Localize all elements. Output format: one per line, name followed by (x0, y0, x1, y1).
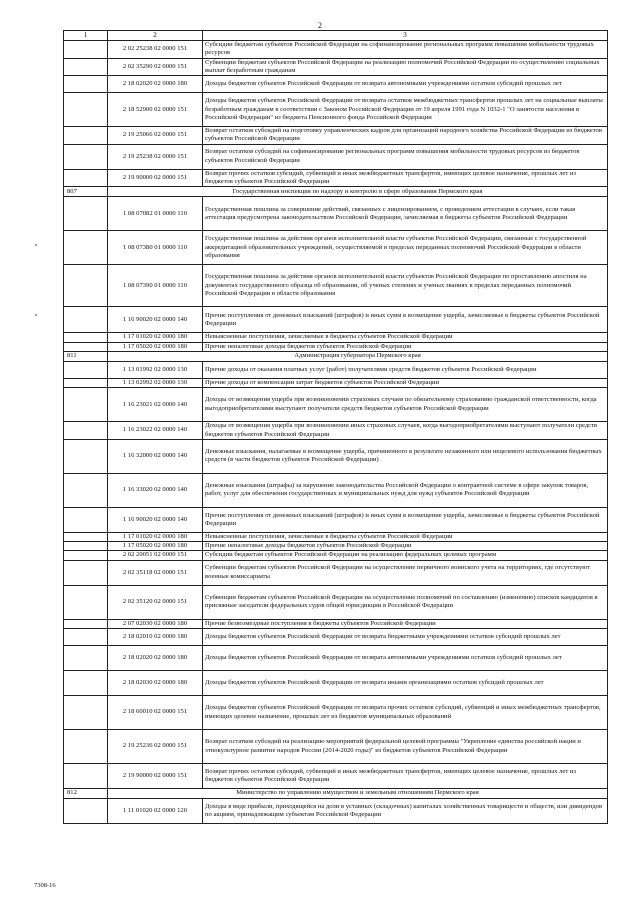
revenue-description: Невыясненные поступления, зачисляемые в бюджеты субъектов Российской Федерации (203, 333, 608, 342)
organization-code: 811 (64, 351, 108, 361)
empty-cell (64, 422, 108, 440)
budget-classification-code: 1 08 07082 01 0000 110 (108, 197, 203, 231)
empty-cell (64, 231, 108, 265)
budget-classification-code: 2 19 25238 02 0000 151 (108, 144, 203, 169)
table-row (64, 58, 608, 76)
header-col-2: 2 (108, 31, 203, 41)
revenue-description: Доходы бюджетов субъектов Российской Федерации от возврата автономными учреждениями остатков субсидий прошлых лет (203, 646, 608, 671)
empty-cell (64, 127, 108, 145)
revenue-description: Возврат остатков субсидий на софинансирование региональных программ повышения мобильности трудовых ресурсов из бюджетов субъектов Российской Федерации (203, 144, 608, 169)
table-row (64, 93, 608, 127)
revenue-description: Денежные взыскания, налагаемые в возмещение ущерба, причиненного в результате незаконного или нецелевого использования бюджетных средств (в части бюджетов субъектов Российской Федерации) (203, 439, 608, 473)
empty-cell (64, 507, 108, 532)
table-row (64, 378, 608, 387)
revenue-description: Прочие неналоговые доходы бюджетов субъектов Российской Федерации (203, 342, 608, 351)
table-row (64, 696, 608, 730)
table-row (64, 265, 608, 307)
empty-cell (64, 333, 108, 342)
budget-classification-code: 1 08 07380 01 0000 110 (108, 231, 203, 265)
organization-code: 807 (64, 187, 108, 197)
budget-classification-code: 2 19 90000 02 0000 151 (108, 764, 203, 789)
budget-classification-code: 2 02 35118 02 0000 151 (108, 560, 203, 585)
budget-classification-code: 1 17 05020 02 0000 180 (108, 342, 203, 351)
budget-classification-code: 2 18 60010 02 0000 151 (108, 696, 203, 730)
empty-cell (64, 342, 108, 351)
revenue-description: Субвенции бюджетам субъектов Российской Федерации на осуществление полномочий по составлению (изменению) списков кандидатов в присяжные заседатели федеральных судов общей юрисдикции в Российской Федерации (203, 585, 608, 619)
table-row (64, 388, 608, 422)
budget-classification-code: 1 16 23021 02 0000 140 (108, 388, 203, 422)
empty-cell (64, 764, 108, 789)
revenue-description: Прочие неналоговые доходы бюджетов субъектов Российской Федерации (203, 542, 608, 551)
budget-classification-code: 1 13 02992 02 0000 130 (108, 378, 203, 387)
budget-classification-code: 2 02 25238 02 0000 151 (108, 41, 203, 59)
budget-classification-code: 2 19 25236 02 0000 151 (108, 730, 203, 764)
empty-cell (64, 388, 108, 422)
table-row (64, 532, 608, 541)
revenue-description: Доходы от возмещения ущерба при возникновении страховых случаев по обязательному страхованию гражданской ответственности, когда выгодоприобретателями выступают получатели средств бюджетов субъектов Российской Федерации (203, 388, 608, 422)
empty-cell (64, 551, 108, 560)
budget-classification-code: 1 11 01020 02 0000 120 (108, 799, 203, 824)
budget-classification-code: 2 18 02010 02 0000 180 (108, 629, 203, 646)
revenue-description: Субсидии бюджетам субъектов Российской Федерации на реализацию федеральных целевых программ (203, 551, 608, 560)
empty-cell (64, 169, 108, 187)
table-row (64, 473, 608, 507)
empty-cell (64, 696, 108, 730)
budget-classification-code: 2 19 25066 02 0000 151 (108, 127, 203, 145)
revenue-description: Доходы в виде прибыли, приходящейся на доли в уставных (складочных) капиталах хозяйственных товариществ и обществ, или дивидендов по акциям, принадлежащим субъектам Российской Федерации (203, 799, 608, 824)
table-row (64, 144, 608, 169)
empty-cell (64, 532, 108, 541)
table-row (64, 542, 608, 551)
organization-row (64, 789, 608, 799)
revenue-description: Субвенции бюджетам субъектов Российской Федерации на реализацию полномочий Российской Федерации по осуществлению социальных выплат безработным гражданам (203, 58, 608, 76)
empty-cell (64, 265, 108, 307)
table-row (64, 361, 608, 378)
table-row (64, 764, 608, 789)
revenue-description: Возврат остатков субсидий на подготовку управленческих кадров для организаций народного хозяйства Российской Федерации из бюджетов субъектов Российской Федерации (203, 127, 608, 145)
revenue-description: Доходы бюджетов субъектов Российской Федерации от возврата иными организациями остатков субсидий прошлых лет (203, 671, 608, 696)
budget-classification-code: 2 18 02020 02 0000 180 (108, 646, 203, 671)
revenue-description: Прочие доходы от оказания платных услуг (работ) получателями средств бюджетов субъектов Российской Федерации (203, 361, 608, 378)
table-body (64, 31, 608, 824)
margin-mark (35, 314, 37, 316)
revenue-description: Невыясненные поступления, зачисляемые в бюджеты субъектов Российской Федерации (203, 532, 608, 541)
table-row (64, 671, 608, 696)
revenue-description: Субсидии бюджетам субъектов Российской Федерации на софинансирование региональных программ повышения мобильности трудовых ресурсов (203, 41, 608, 59)
table-row (64, 307, 608, 333)
table-row (64, 342, 608, 351)
table-header-row (64, 31, 608, 41)
revenue-description: Прочие доходы от компенсации затрат бюджетов субъектов Российской Федерации (203, 378, 608, 387)
table-row (64, 76, 608, 93)
revenue-description: Государственная пошлина за действия органов исполнительной власти субъектов Российской Федерации по проставлению апостиля на документах государственного образца об образовании, об ученых степенях и ученых званиях в пределах переданных полномочий Российской Федерации в области образования (203, 265, 608, 307)
empty-cell (64, 629, 108, 646)
organization-title: Администрация губернатора Пермского края (108, 351, 608, 361)
table-row (64, 619, 608, 628)
empty-cell (64, 439, 108, 473)
empty-cell (64, 76, 108, 93)
revenue-description: Доходы бюджетов субъектов Российской Федерации от возврата прочих остатков субсидий, субвенций и иных межбюджетных трансфертов, имеющих целевое назначение, прошлых лет из бюджетов муниципальных образований (203, 696, 608, 730)
empty-cell (64, 646, 108, 671)
empty-cell (64, 197, 108, 231)
table-row (64, 507, 608, 532)
organization-row (64, 187, 608, 197)
budget-classification-code: 1 16 23022 02 0000 140 (108, 422, 203, 440)
page-number: 2 (318, 21, 322, 30)
revenue-description: Доходы бюджетов субъектов Российской Федерации от возврата автономными учреждениями остатков субсидий прошлых лет (203, 76, 608, 93)
budget-classification-code: 2 07 02030 02 0000 180 (108, 619, 203, 628)
table-row (64, 560, 608, 585)
budget-classification-code: 2 02 35120 02 0000 151 (108, 585, 203, 619)
budget-classification-code: 2 18 02020 02 0000 180 (108, 76, 203, 93)
revenue-description: Денежные взыскания (штрафы) за нарушение законодательства Российской Федерации о контрактной системе в сфере закупок товаров, работ, услуг для обеспечения государственных и муниципальных нужд для нужд субъектов Российской Федерации (203, 473, 608, 507)
budget-classification-code: 1 13 01992 02 0000 130 (108, 361, 203, 378)
empty-cell (64, 378, 108, 387)
revenue-description: Государственная пошлина за действия органов исполнительной власти субъектов Российской Федерации, связанные с государственной аккредитацией образовательных учреждений, осуществляемой в пределах переданных полномочий Российской Федерации в области образования (203, 231, 608, 265)
header-col-1: 1 (64, 31, 108, 41)
table-row (64, 730, 608, 764)
empty-cell (64, 542, 108, 551)
empty-cell (64, 41, 108, 59)
table-row (64, 169, 608, 187)
document-code: 7308-16 (34, 882, 56, 889)
budget-classification-code: 1 17 01020 02 0000 180 (108, 532, 203, 541)
organization-title: Министерство по управлению имуществом и земельным отношениям Пермского края (108, 789, 608, 799)
table-row (64, 585, 608, 619)
revenue-description: Возврат остатков субсидий на реализацию мероприятий федеральной целевой программы "Укрепление единства российской нации и этнокультурное развитие народов России (2014-2020 годы)" из бюджетов субъектов Российской Федерации (203, 730, 608, 764)
budget-classification-code: 1 16 32000 02 0000 140 (108, 439, 203, 473)
budget-classification-code: 1 16 90020 02 0000 140 (108, 507, 203, 532)
budget-classification-code: 2 19 90000 02 0000 151 (108, 169, 203, 187)
table-row (64, 799, 608, 824)
organization-code: 812 (64, 789, 108, 799)
revenue-description: Прочие безвозмездные поступления в бюджеты субъектов Российской Федерации (203, 619, 608, 628)
budget-classification-code: 1 08 07390 01 0000 110 (108, 265, 203, 307)
budget-classification-code: 2 02 20051 02 0000 151 (108, 551, 203, 560)
budget-classification-code: 2 02 35290 02 0000 151 (108, 58, 203, 76)
revenue-description: Доходы бюджетов субъектов Российской Федерации от возврата бюджетными учреждениями остатков субсидий прошлых лет (203, 629, 608, 646)
revenue-description: Возврат прочих остатков субсидий, субвенций и иных межбюджетных трансфертов, имеющих целевое назначение, прошлых лет из бюджетов субъектов Российской Федерации (203, 764, 608, 789)
table-row (64, 646, 608, 671)
revenue-description: Доходы от возмещения ущерба при возникновении иных страховых случаев, когда выгодоприобретателями выступают получатели средств бюджетов субъектов Российской Федерации (203, 422, 608, 440)
budget-classification-code: 1 17 01020 02 0000 180 (108, 333, 203, 342)
empty-cell (64, 307, 108, 333)
organization-row (64, 351, 608, 361)
revenue-description: Прочие поступления от денежных взысканий (штрафов) и иных сумм в возмещение ущерба, зачисляемые в бюджеты субъектов Российской Федерации (203, 507, 608, 532)
empty-cell (64, 799, 108, 824)
table-row (64, 231, 608, 265)
empty-cell (64, 730, 108, 764)
table-row (64, 127, 608, 145)
organization-title: Государственная инспекция по надзору и контролю в сфере образования Пермского края (108, 187, 608, 197)
table-row (64, 551, 608, 560)
revenue-description: Прочие поступления от денежных взысканий (штрафов) и иных сумм в возмещение ущерба, зачисляемые в бюджеты субъектов Российской Федерации (203, 307, 608, 333)
empty-cell (64, 671, 108, 696)
budget-classification-code: 1 17 05020 02 0000 180 (108, 542, 203, 551)
table-row (64, 439, 608, 473)
budget-classification-code: 2 18 52900 02 0000 151 (108, 93, 203, 127)
budget-classification-code: 1 16 90020 02 0000 140 (108, 307, 203, 333)
budget-classification-code: 1 16 33020 02 0000 140 (108, 473, 203, 507)
empty-cell (64, 93, 108, 127)
table-row (64, 41, 608, 59)
table-row (64, 422, 608, 440)
empty-cell (64, 361, 108, 378)
budget-classification-code: 2 18 02030 02 0000 180 (108, 671, 203, 696)
empty-cell (64, 560, 108, 585)
table-row (64, 333, 608, 342)
header-col-3: 3 (203, 31, 608, 41)
revenue-description: Субвенции бюджетам субъектов Российской Федерации на осуществление первичного воинского учета на территориях, где отсутствуют военные комиссариаты (203, 560, 608, 585)
revenue-description: Возврат прочих остатков субсидий, субвенций и иных межбюджетных трансфертов, имеющих целевое назначение, прошлых лет из бюджетов субъектов Российской Федерации (203, 169, 608, 187)
revenue-description: Государственная пошлина за совершение действий, связанных с лицензированием, с проведением аттестации в случаях, если такая аттестация предусмотрена законодательством Российской Федерации, зачисляемая в бюджеты субъектов Российской Федерации (203, 197, 608, 231)
margin-mark (35, 244, 37, 246)
empty-cell (64, 144, 108, 169)
revenue-description: Доходы бюджетов субъектов Российской Федерации от возврата остатков межбюджетных трансфертов прошлых лет на социальные выплаты безработным гражданам в соответствии с Законом Российской Федерации от 19 апреля 1991 года N 1032-1 "О занятости населения в Российской Федерации" из бюджета Пенсионного фонда Российской Федерации (203, 93, 608, 127)
table-row (64, 197, 608, 231)
empty-cell (64, 585, 108, 619)
table-row (64, 629, 608, 646)
revenue-codes-table (63, 30, 608, 824)
empty-cell (64, 58, 108, 76)
empty-cell (64, 473, 108, 507)
empty-cell (64, 619, 108, 628)
